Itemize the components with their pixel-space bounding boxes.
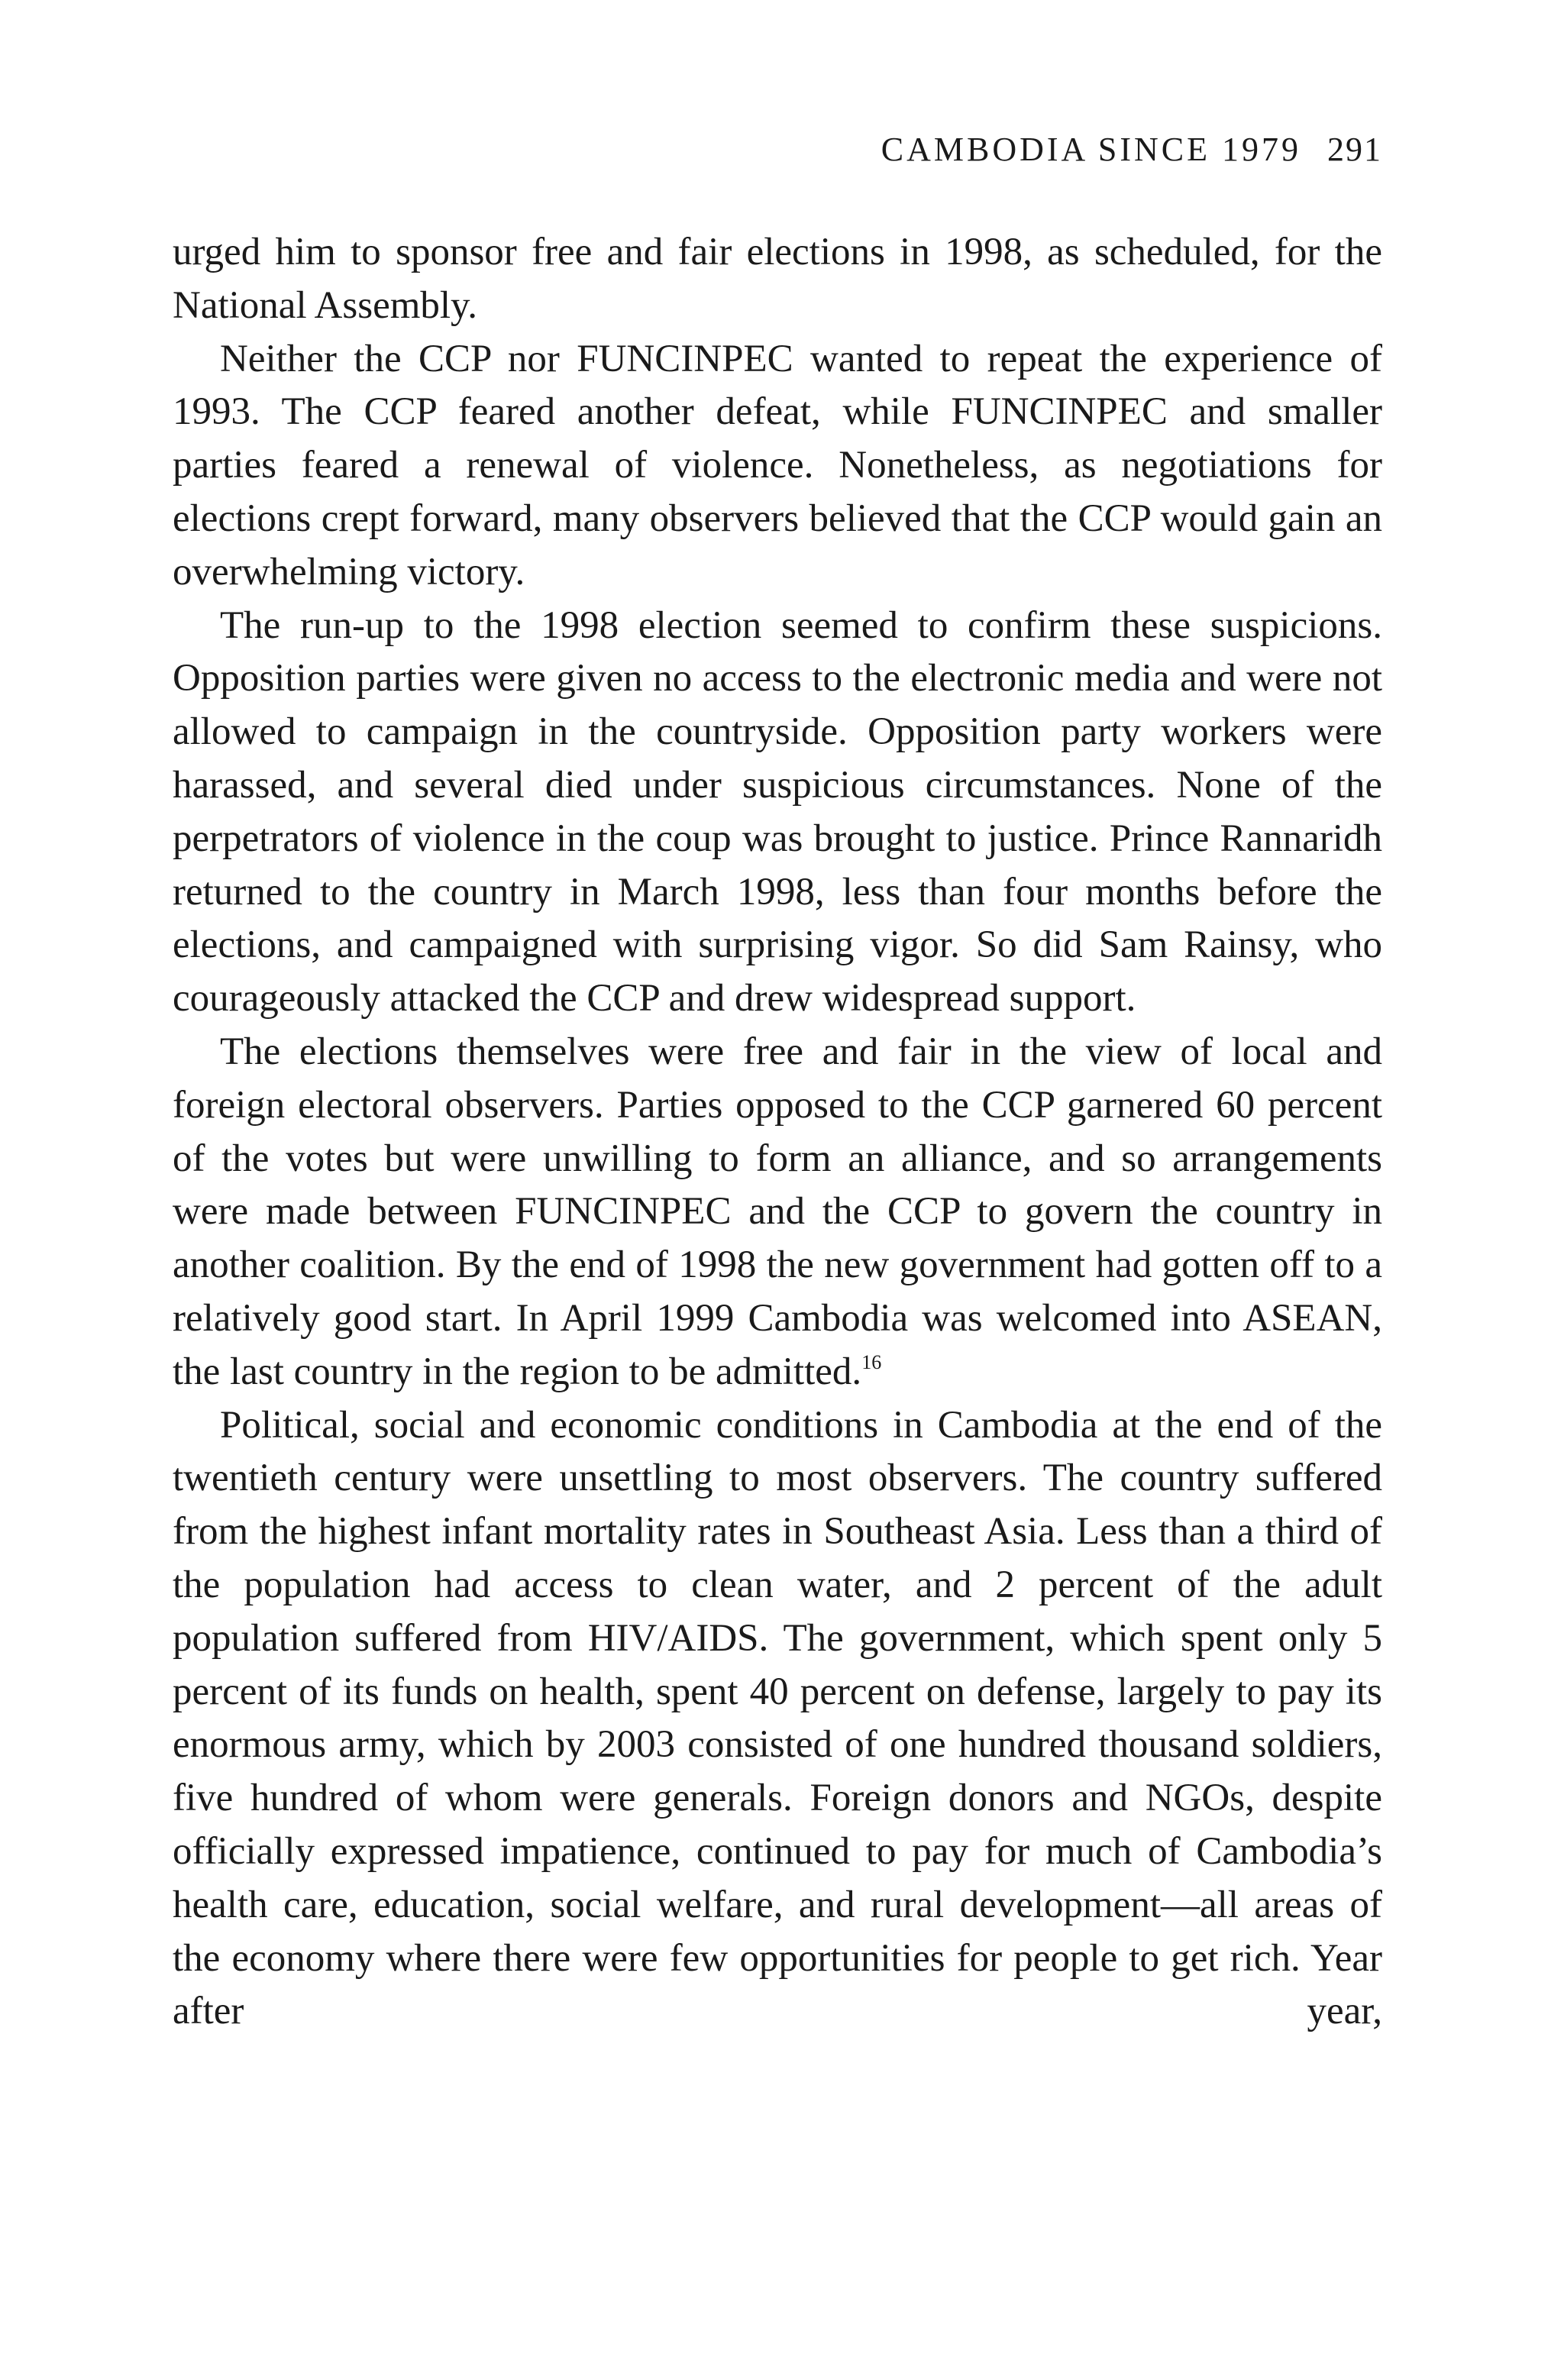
paragraph: The run-up to the 1998 election seemed to confirm these suspicions. Opposition parties were given no access to the electronic media and were not allowed to campaign in the countryside. Opposition party workers were harassed, and several died under suspicious circumstances. None of the perpetrators of violence in the coup was brought to justice. Prince Rannaridh returned to the country in March 1998, less than four months before the elections, and campaigned with surprising vigor. So did Sam Rainsy, who courageously attacked the CCP and drew widespread support. xyxy=(173,603,1382,1020)
paragraph-continued: urged him to sponsor free and fair elections in 1998, as scheduled, for the National Assembly. xyxy=(173,231,1382,327)
page-number: 291 xyxy=(1327,131,1382,168)
running-head xyxy=(173,127,1382,173)
body-text xyxy=(173,226,1382,2039)
paragraph: Neither the CCP nor FUNCINPEC wanted to repeat the experience of 1993. The CCP feared another defeat, while FUNCINPEC and smaller parties feared a renewal of violence. Nonetheless, as negotiations for elections crept forward, many observers believed that the CCP would gain an overwhelming victory. xyxy=(173,337,1382,593)
running-head-title: CAMBODIA SINCE 1979 xyxy=(881,131,1301,168)
paragraph: Political, social and economic conditions in Cambodia at the end of the twentieth century were unsettling to most observers. The country suffered from the highest infant mortality rates in Southeast Asia. Less than a third of the population had access to clean water, and 2 percent of the adult population suffered from HIV/AIDS. The government, which spent only 5 percent of its funds on health, spent 40 percent on defense, largely to pay its enormous army, which by 2003 consisted of one hundred thousand soldiers, five hundred of whom were generals. Foreign donors and NGOs, despite officially expressed impatience, continued to pay for much of Cambodia’s health care, education, social welfare, and rural development—all areas of the economy where there were few opportunities for people to get rich. Year after year, xyxy=(173,1403,1382,2033)
paragraph-with-note xyxy=(173,1026,1382,1399)
footnote-reference: 16 xyxy=(861,1350,882,1373)
paragraph-text: The elections themselves were free and fair in the view of local and foreign electoral observers. Parties opposed to the CCP garnered 60 percent of the votes but were unwilling to form an alliance, and so arrangements were made between FUNCINPEC and the CCP to govern the country in another coalition. By the end of 1998 the new government had gotten off to a relatively good start. In April 1999 Cambodia was welcomed into ASEAN, the last country in the region to be admitted. xyxy=(173,1030,1382,1393)
